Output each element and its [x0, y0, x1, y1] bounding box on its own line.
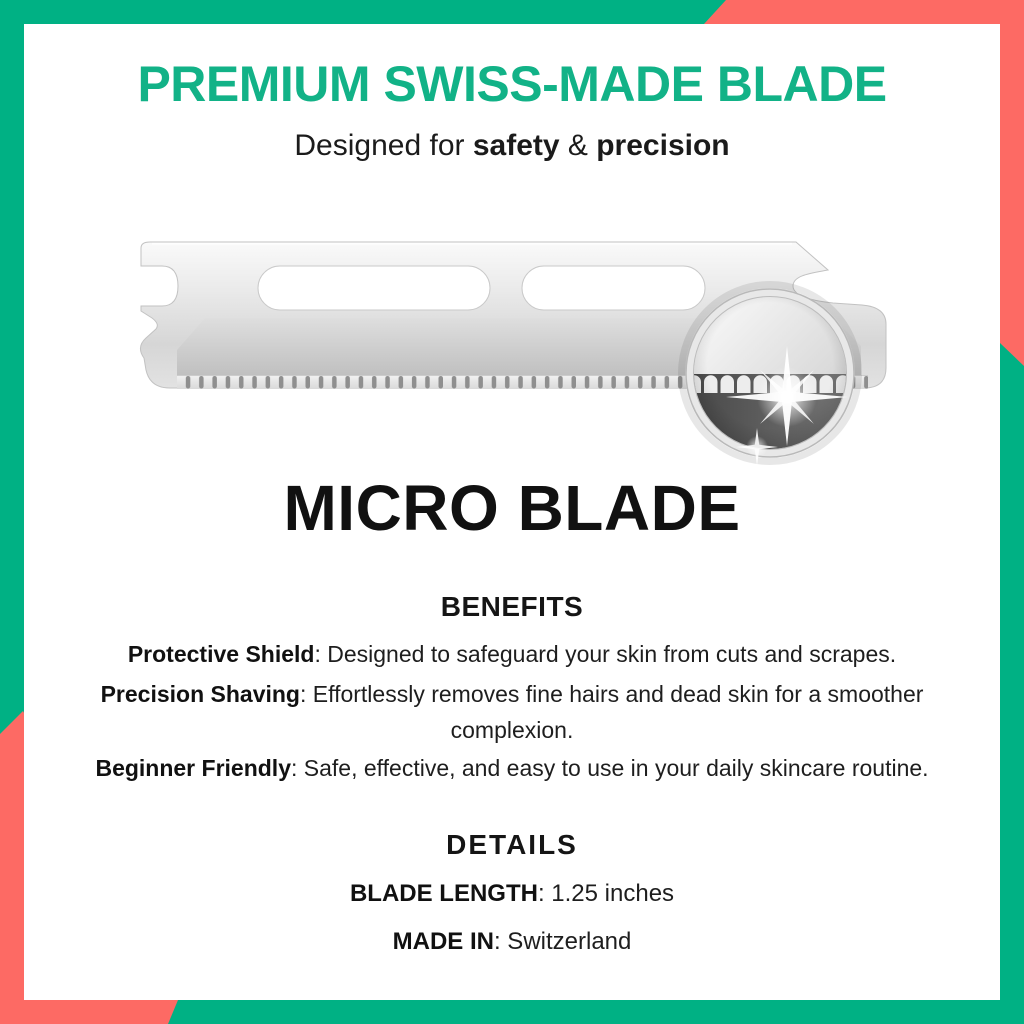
content-card: [24, 24, 1000, 1000]
benefits-heading: BENEFITS: [440, 591, 584, 622]
benefit-item: [97, 676, 927, 748]
blade-slot-left: [258, 266, 490, 310]
benefit-label: Protective Shield: [127, 641, 315, 667]
subtitle-amp: &: [559, 129, 597, 162]
benefit-desc: : Designed to safeguard your skin from cuts and scrapes.: [314, 641, 897, 667]
detail-item: [34, 878, 990, 910]
subtitle-precision: precision: [596, 129, 730, 162]
blade-illustration: [120, 218, 910, 470]
benefit-item: [34, 636, 990, 672]
page-title: PREMIUM SWISS-MADE BLADE: [137, 56, 887, 112]
product-name: MICRO BLADE: [283, 472, 741, 544]
detail-value: : Switzerland: [493, 928, 632, 955]
benefit-label: Beginner Friendly: [95, 755, 291, 781]
subtitle-prefix: Designed for: [294, 129, 473, 162]
page-subtitle: [24, 126, 1000, 166]
benefit-desc: : Effortlessly removes fine hairs and dead skin for a smoother complexion.: [299, 681, 924, 743]
blade-svg: [120, 218, 910, 470]
details-heading: DETAILS: [446, 829, 578, 860]
benefit-label: Precision Shaving: [100, 681, 300, 707]
benefit-desc: : Safe, effective, and easy to use in your daily skincare routine.: [291, 755, 929, 781]
benefit-item: [34, 750, 990, 786]
detail-item: [34, 926, 990, 958]
detail-value: : 1.25 inches: [537, 880, 675, 907]
detail-label: BLADE LENGTH: [349, 880, 538, 907]
detail-label: MADE IN: [392, 928, 494, 955]
subtitle-safety: safety: [472, 129, 560, 162]
blade-slot-right: [522, 266, 705, 310]
